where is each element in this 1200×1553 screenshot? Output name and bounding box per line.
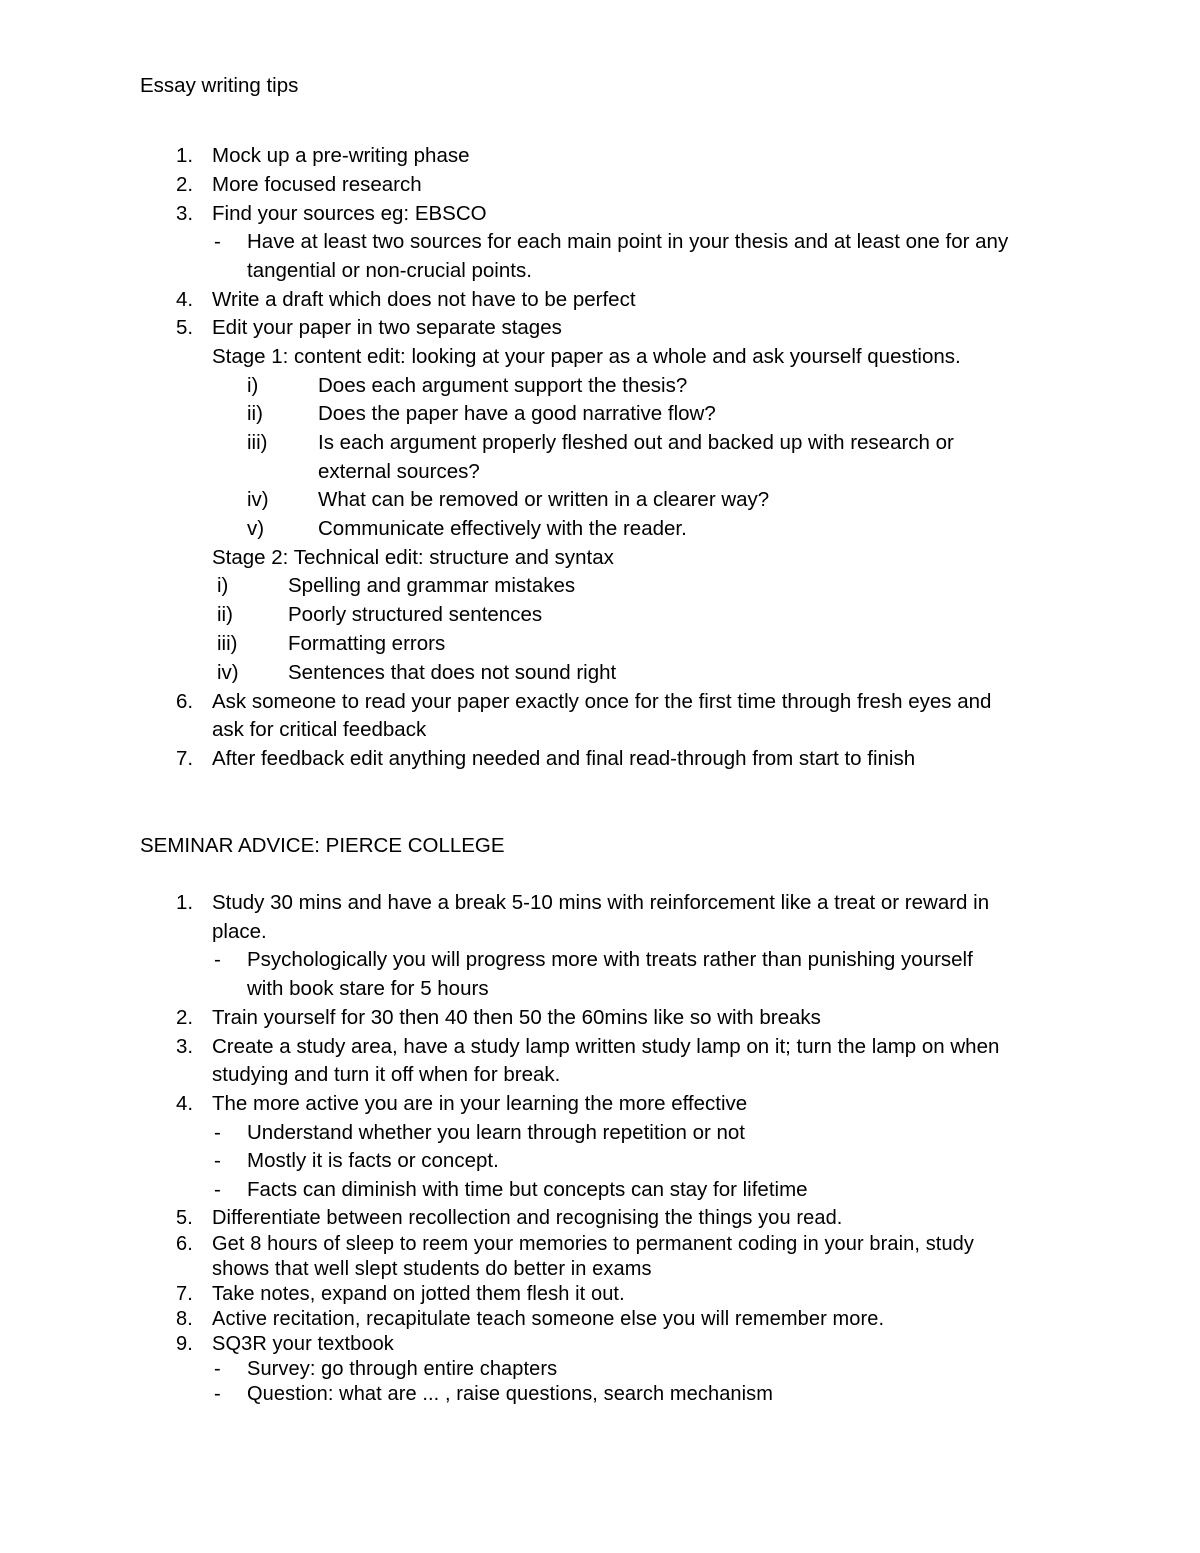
- sub-item-continued: external sources?: [318, 460, 480, 483]
- sub-item: Is each argument properly fleshed out and backed up with research or: [318, 431, 954, 454]
- sub-item: Spelling and grammar mistakes: [288, 574, 576, 597]
- list-item: Take notes, expand on jotted them flesh it out.: [212, 1283, 625, 1305]
- sub-item: Does the paper have a good narrative flow?: [318, 402, 716, 425]
- bullet-item: Psychologically you will progress more with treats rather than punishing yourself: [247, 948, 973, 971]
- list-number: 7.: [176, 747, 194, 770]
- sub-item: Communicate effectively with the reader.: [318, 517, 687, 540]
- list-number: 7.: [176, 1283, 193, 1305]
- list-number: 1.: [176, 891, 194, 914]
- bullet-item: Survey: go through entire chapters: [247, 1358, 558, 1380]
- list-item: Find your sources eg: EBSCO: [212, 202, 487, 225]
- list-number: 2.: [176, 173, 194, 196]
- roman-number: ii): [247, 402, 263, 425]
- roman-number: i): [247, 374, 259, 397]
- bullet-dash: -: [214, 948, 221, 971]
- bullet-dash: -: [214, 1178, 221, 1201]
- list-number: 4.: [176, 1092, 194, 1115]
- roman-number: i): [217, 574, 229, 597]
- list-number: 3.: [176, 202, 194, 225]
- list-item: Write a draft which does not have to be perfect: [212, 288, 636, 311]
- roman-number: v): [247, 517, 265, 540]
- list-item-continued: shows that well slept students do better in exams: [212, 1258, 652, 1280]
- bullet-dash: -: [214, 230, 221, 253]
- list-item: Get 8 hours of sleep to reem your memories to permanent coding in your brain, study: [212, 1233, 975, 1255]
- roman-number: iii): [217, 632, 238, 655]
- bullet-dash: -: [214, 1358, 221, 1380]
- list-item: SQ3R your textbook: [212, 1333, 394, 1355]
- sub-item: Sentences that does not sound right: [288, 661, 617, 684]
- list-item: More focused research: [212, 173, 422, 196]
- section-title: SEMINAR ADVICE: PIERCE COLLEGE: [140, 834, 505, 857]
- list-number: 2.: [176, 1006, 194, 1029]
- list-item: Mock up a pre-writing phase: [212, 144, 470, 167]
- list-number: 3.: [176, 1035, 194, 1058]
- list-item: Active recitation, recapitulate teach someone else you will remember more.: [212, 1308, 885, 1330]
- list-item: The more active you are in your learning the more effective: [212, 1092, 748, 1115]
- list-item: Differentiate between recollection and recognising the things you read.: [212, 1207, 843, 1229]
- roman-number: iv): [217, 661, 239, 684]
- bullet-item: Mostly it is facts or concept.: [247, 1149, 499, 1172]
- list-item-continued: place.: [212, 920, 267, 943]
- list-item: Create a study area, have a study lamp written study lamp on it; turn the lamp on when: [212, 1035, 1000, 1058]
- roman-number: ii): [217, 603, 233, 626]
- stage-heading: Stage 1: content edit: looking at your paper as a whole and ask yourself questions.: [212, 345, 961, 368]
- stage-heading: Stage 2: Technical edit: structure and syntax: [212, 546, 614, 569]
- list-item: Edit your paper in two separate stages: [212, 316, 562, 339]
- list-number: 6.: [176, 690, 194, 713]
- roman-number: iii): [247, 431, 268, 454]
- bullet-dash: -: [214, 1383, 221, 1405]
- page-title: Essay writing tips: [140, 74, 299, 97]
- list-item: Ask someone to read your paper exactly once for the first time through fresh eyes and: [212, 690, 992, 713]
- list-number: 4.: [176, 288, 194, 311]
- roman-number: iv): [247, 488, 269, 511]
- bullet-dash: -: [214, 1149, 221, 1172]
- list-item: Study 30 mins and have a break 5-10 mins with reinforcement like a treat or reward in: [212, 891, 990, 914]
- bullet-item: Facts can diminish with time but concepts can stay for lifetime: [247, 1178, 808, 1201]
- bullet-item-continued: tangential or non-crucial points.: [247, 259, 532, 282]
- list-number: 6.: [176, 1233, 193, 1255]
- sub-item: Formatting errors: [288, 632, 446, 655]
- sub-item: Poorly structured sentences: [288, 603, 543, 626]
- list-item-continued: ask for critical feedback: [212, 718, 427, 741]
- list-item: Train yourself for 30 then 40 then 50 the 60mins like so with breaks: [212, 1006, 821, 1029]
- bullet-item: Have at least two sources for each main point in your thesis and at least one for any: [247, 230, 1009, 253]
- list-number: 1.: [176, 144, 194, 167]
- bullet-item: Question: what are ... , raise questions, search mechanism: [247, 1383, 774, 1405]
- list-item: After feedback edit anything needed and final read-through from start to finish: [212, 747, 916, 770]
- bullet-item-continued: with book stare for 5 hours: [247, 977, 489, 1000]
- sub-item: Does each argument support the thesis?: [318, 374, 688, 397]
- list-number: 5.: [176, 1207, 193, 1229]
- sub-item: What can be removed or written in a clearer way?: [318, 488, 770, 511]
- list-number: 5.: [176, 316, 194, 339]
- list-number: 8.: [176, 1308, 193, 1330]
- bullet-item: Understand whether you learn through repetition or not: [247, 1121, 746, 1144]
- list-item-continued: studying and turn it off when for break.: [212, 1063, 561, 1086]
- bullet-dash: -: [214, 1121, 221, 1144]
- list-number: 9.: [176, 1333, 193, 1355]
